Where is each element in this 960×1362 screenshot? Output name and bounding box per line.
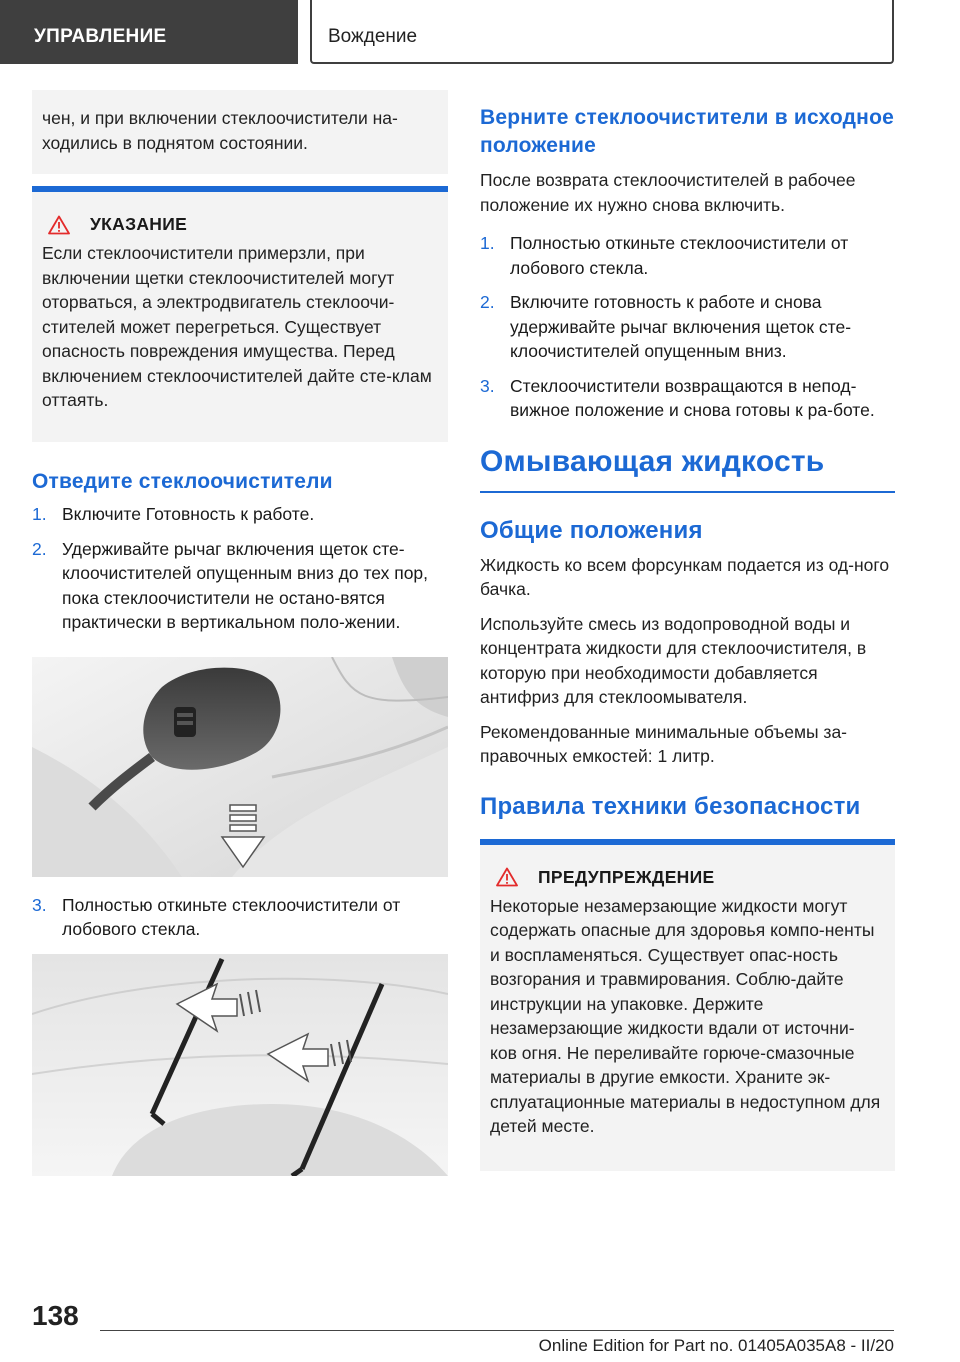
general-heading: Общие положения — [480, 516, 703, 544]
chapter-title: Вождение — [328, 26, 418, 47]
list-item: 2. Включите готовность к работе и снова удерживайте рычаг включения щеток сте-клоочистителей опущенным вниз. — [480, 292, 852, 361]
list-item: 1. Полностью откиньте стеклоочистители от лобового стекла. — [480, 233, 849, 278]
wiper-lever-image — [32, 657, 448, 877]
page-number: 138 — [32, 1300, 79, 1331]
list-item: 3. Полностью откиньте стеклоочистители от лобового стекла. — [32, 894, 401, 939]
left-column — [32, 90, 448, 1176]
return-wipers-heading: Верните стеклоочистители в исходное положение — [480, 106, 894, 157]
note-box — [32, 192, 448, 442]
wiper-lever-illustration — [32, 657, 448, 877]
washer-fluid-rule — [480, 491, 895, 493]
fold-steps-list — [32, 502, 448, 635]
washer-fluid-heading: Омывающая жидкость — [480, 444, 825, 478]
wipers-folded-illustration — [32, 954, 448, 1176]
wipers-folded-image — [32, 954, 448, 1176]
note-title: УКАЗАНИЕ — [90, 214, 188, 234]
general-para-3: Рекомендованные минимальные объемы за-правочных емкостей: 1 литр. — [480, 721, 848, 766]
note-text: Если стеклоочистители примерзли, при включении щетки стеклоочистителей могут оторваться, а электродвигатель стеклоочи-стителей может перегреться. Существует опасность повреждения имущества. Перед включением стеклоочистителей дайте сте-клам оттаять. — [42, 243, 432, 410]
general-para-1: Жидкость ко всем форсункам подается из од-ного бачка. — [480, 554, 890, 599]
list-item: 1. Включите Готовность к работе. — [32, 504, 315, 524]
return-intro-text: После возврата стеклоочистителей в рабочее положение их нужно снова включить. — [480, 170, 856, 215]
footer-rule — [100, 1330, 894, 1331]
continued-note-text: чен, и при включении стеклоочистители на-ходились в поднятом состоянии. — [42, 108, 398, 153]
warning-text: Некоторые незамерзающие жидкости могут содержать опасные для здоровья компо-ненты и воспламеняться. Существует опас-ность возгорания и травмирования. Соблю-дайте инструкции на упаковке. Держите незамерзающие жидкости вдали от источни-ков огня. Не переливайте горюче-смазочные материалы в другие емкости. Храните эк-сплуатационные материалы в недоступном для детей месте. — [490, 895, 881, 1136]
warning-triangle-icon — [48, 215, 70, 235]
chapter-tab — [310, 0, 894, 64]
right-column — [480, 104, 895, 1171]
section-tab — [0, 0, 298, 64]
safety-heading: Правила техники безопасности — [480, 792, 861, 820]
fold-wipers-heading: Отведите стеклоочистители — [32, 470, 333, 493]
warning-box — [480, 845, 895, 1171]
return-steps-list — [480, 231, 895, 423]
continued-note-box — [32, 90, 448, 174]
section-title: УПРАВЛЕНИЕ — [34, 26, 167, 47]
list-item: 3. Стеклоочистители возвращаются в непод-вижное положение и снова готовы к ра-боте. — [480, 375, 875, 420]
edition-text: Online Edition for Part no. 01405A035A8 - II/20 — [538, 1336, 894, 1355]
warning-title: ПРЕДУПРЕЖДЕНИЕ — [538, 866, 715, 887]
warning-triangle-icon — [496, 867, 518, 887]
fold-step3-list — [32, 893, 448, 942]
general-para-2: Используйте смесь из водопроводной воды и концентрата жидкости для стеклоочистителя, в которую при необходимости добавляется антифриз для стеклоомывателя. — [480, 613, 867, 707]
list-item: 2. Удерживайте рычаг включения щеток сте-клоочистителей опущенным вниз до тех пор, пока стеклоочистители не остано-вятся практически в вертикальном поло-жении. — [32, 538, 429, 632]
